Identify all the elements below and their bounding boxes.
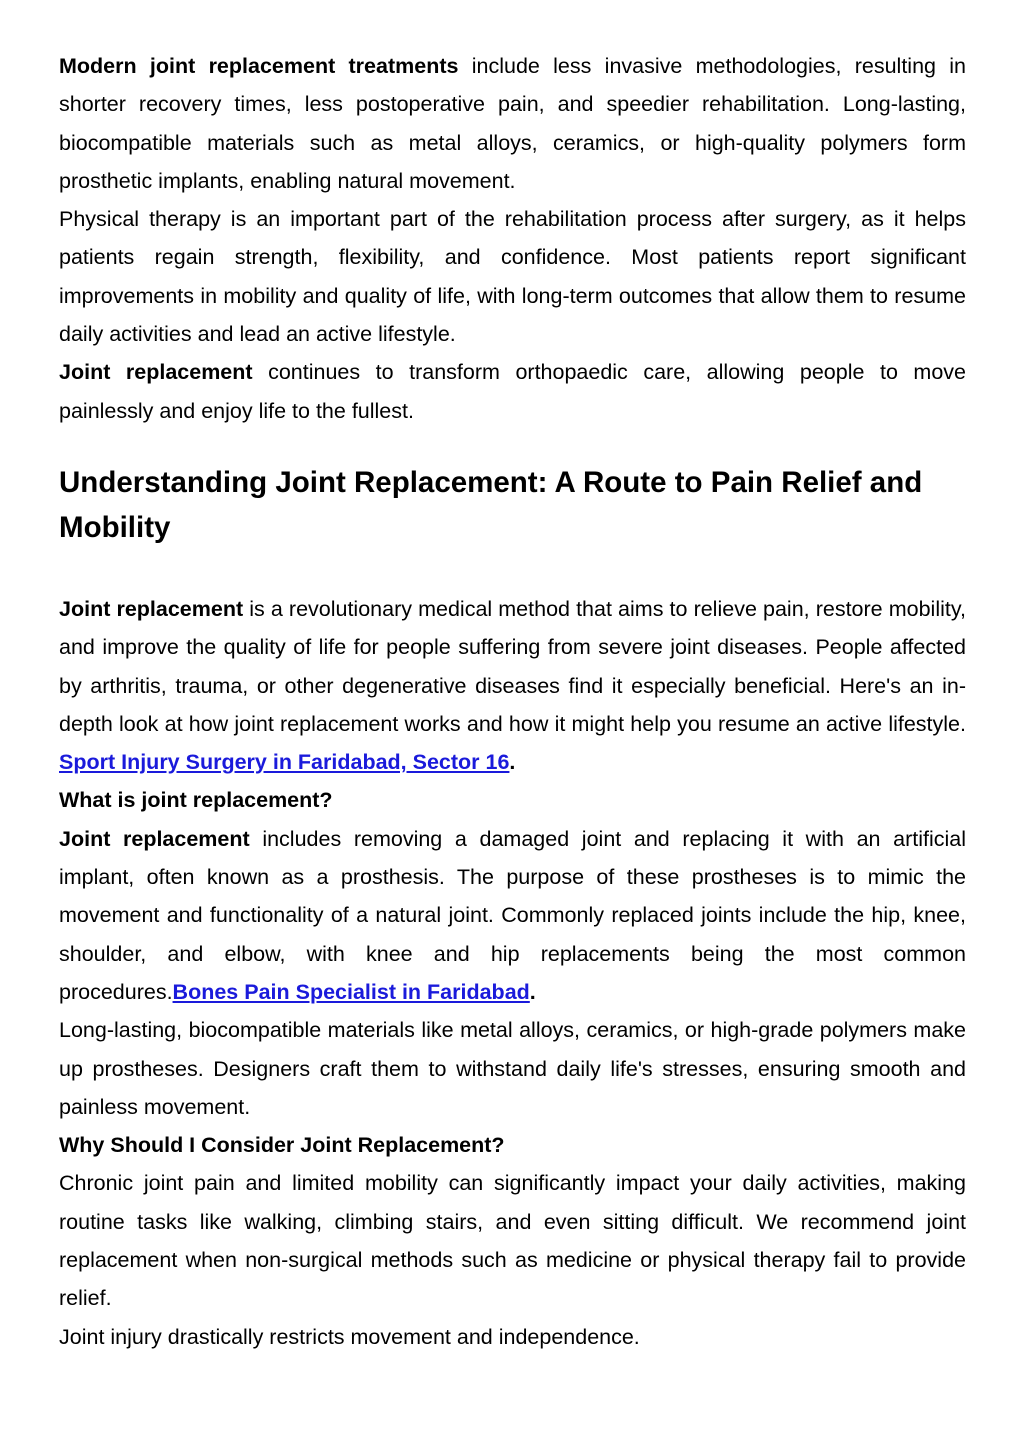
paragraph-text: Long-lasting, biocompatible materials like metal alloys, ceramics, or high-grade polymers make up prostheses. Designers craft them to withstand daily life's stresses, ensuring smooth and painless movement. (59, 1018, 966, 1119)
section-paragraph-3 (59, 1011, 966, 1126)
sport-injury-surgery-link[interactable]: Sport Injury Surgery in Faridabad, Sector 16 (59, 750, 510, 775)
subheading-what-is: What is joint replacement? (59, 788, 333, 813)
paragraph-text: continues to transform orthopaedic care, allowing people to move painlessly and enjoy life to the fullest. (59, 360, 967, 423)
intro-paragraph-1 (59, 47, 966, 200)
intro-paragraph-2 (59, 200, 966, 353)
intro-paragraph-3 (59, 353, 966, 430)
spacer (59, 550, 966, 590)
bold-term: Joint replacement (59, 596, 244, 621)
period: . (509, 750, 516, 775)
bold-term: Joint replacement (59, 360, 253, 385)
document-page (59, 47, 966, 1356)
bones-pain-specialist-link[interactable]: Bones Pain Specialist in Faridabad (172, 979, 530, 1004)
spacer (59, 430, 966, 460)
period: . (529, 979, 536, 1004)
paragraph-text: include less invasive methodologies, resulting in shorter recovery times, less postoperative pain, and speedier rehabilitation. Long-lasting, biocompatible materials such as metal alloys, ceramics, or high-quality polymers form prosthetic implants, enabling natural movement. (59, 54, 966, 193)
section-paragraph-1 (59, 590, 966, 781)
bold-term: Joint replacement (59, 826, 250, 851)
subheading-why-consider: Why Should I Consider Joint Replacement? (59, 1133, 505, 1158)
section-heading: Understanding Joint Replacement: A Route to Pain Relief and Mobility (59, 465, 923, 544)
section-paragraph-2 (59, 820, 966, 1011)
paragraph-text: is a revolutionary medical method that aims to relieve pain, restore mobility, and improve the quality of life for people suffering from severe joint diseases. People affected by arthritis, trauma, or other degenerative diseases find it especially beneficial. Here's an in-depth look at how joint replacement works and how it might help you resume an active lifestyle. (59, 596, 966, 736)
section-paragraph-5 (59, 1318, 966, 1356)
paragraph-text: includes removing a damaged joint and replacing it with an artificial implant, often known as a prosthesis. The purpose of these prostheses is to mimic the movement and functionality of a natural joint. Commonly replaced joints include the hip, knee, shoulder, and elbow, with knee and hip replacements being the most common procedures. (59, 826, 966, 1004)
paragraph-text: Joint injury drastically restricts movement and independence. (59, 1324, 640, 1349)
paragraph-text: Chronic joint pain and limited mobility can significantly impact your daily activities, making routine tasks like walking, climbing stairs, and even sitting difficult. We recommend joint replacement when non-surgical methods such as medicine or physical therapy fail to provide relief. (59, 1171, 966, 1311)
bold-term: Modern joint replacement treatments (59, 54, 459, 78)
section-paragraph-4 (59, 1164, 966, 1317)
paragraph-text: Physical therapy is an important part of the rehabilitation process after surgery, as it helps patients regain strength, flexibility, and confidence. Most patients report significant improvements in mobility and quality of life, with long-term outcomes that allow them to resume daily activities and lead an active lifestyle. (59, 207, 966, 347)
